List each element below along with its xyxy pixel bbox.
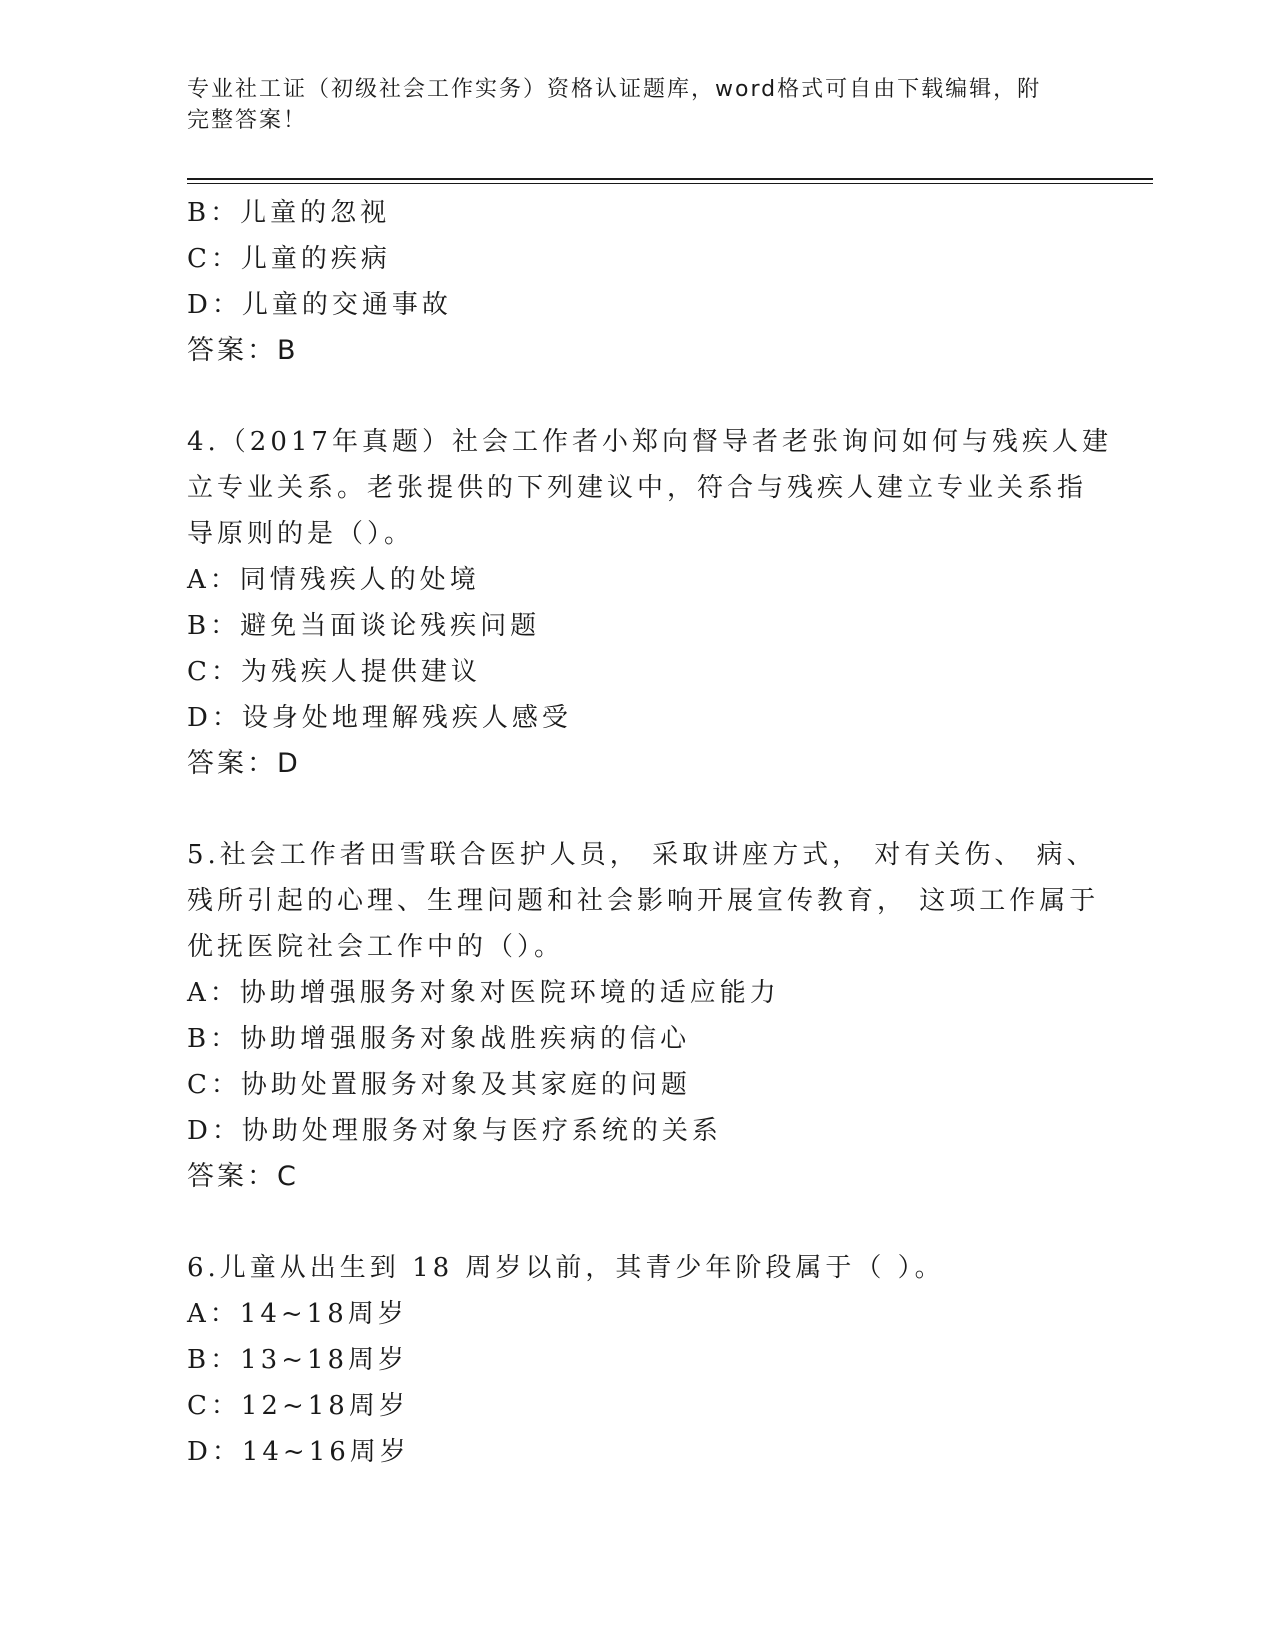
question-text-line: 导原则的是（）。 — [187, 519, 415, 549]
answer-line: 答案：C — [187, 1161, 299, 1192]
option-d: D：设身处地理解残疾人感受 — [187, 703, 572, 733]
question-text-line: 优抚医院社会工作中的（）。 — [187, 932, 565, 962]
option-a: A：同情残疾人的处境 — [187, 565, 480, 595]
option-a: A：14~18周岁 — [187, 1299, 408, 1329]
spacer — [187, 787, 1077, 832]
answer-line: 答案：B — [187, 335, 299, 366]
page-header — [187, 74, 1067, 136]
option-b: B：儿童的忽视 — [187, 198, 391, 228]
question-block — [187, 1245, 1077, 1475]
option-d: D：14~16周岁 — [187, 1437, 410, 1467]
option-c: C：儿童的疾病 — [187, 244, 391, 274]
question-text-line: 6.儿童从出生到 18 周岁以前，其青少年阶段属于（ ）。 — [187, 1253, 945, 1283]
question-block — [187, 419, 1112, 787]
question-text-line: 立专业关系。老张提供的下列建议中，符合与残疾人建立专业关系指 — [187, 473, 1088, 503]
spacer — [187, 1200, 1077, 1245]
option-a: A：协助增强服务对象对医院环境的适应能力 — [187, 978, 780, 1008]
option-b: B：避免当面谈论残疾问题 — [187, 611, 541, 641]
header-rule-thin — [187, 183, 1153, 184]
question-block — [187, 832, 1100, 1200]
option-b: B：13~18周岁 — [187, 1345, 409, 1375]
header-rule-thick — [187, 178, 1153, 180]
question-block — [187, 190, 1077, 374]
option-c: C：协助处置服务对象及其家庭的问题 — [187, 1070, 691, 1100]
answer-line: 答案：D — [187, 748, 301, 779]
question-list — [187, 190, 1112, 1475]
question-text-line: 4.（2017年真题）社会工作者小郑向督导者老张询问如何与残疾人建 — [187, 427, 1112, 457]
question-text-line: 残所引起的心理、生理问题和社会影响开展宣传教育， 这项工作属于 — [187, 886, 1100, 916]
option-c: C：12~18周岁 — [187, 1391, 409, 1421]
option-b: B：协助增强服务对象战胜疾病的信心 — [187, 1024, 691, 1054]
spacer — [187, 374, 1077, 419]
header-line: 完整答案！ — [187, 108, 308, 133]
option-c: C：为残疾人提供建议 — [187, 657, 481, 687]
header-line: 专业社工证（初级社会工作实务）资格认证题库，word格式可自由下载编辑，附 — [187, 77, 1042, 102]
option-d: D：协助处理服务对象与医疗系统的关系 — [187, 1116, 722, 1146]
question-text-line: 5.社会工作者田雪联合医护人员， 采取讲座方式， 对有关伤、 病、 — [187, 840, 1097, 870]
option-d: D：儿童的交通事故 — [187, 290, 452, 320]
